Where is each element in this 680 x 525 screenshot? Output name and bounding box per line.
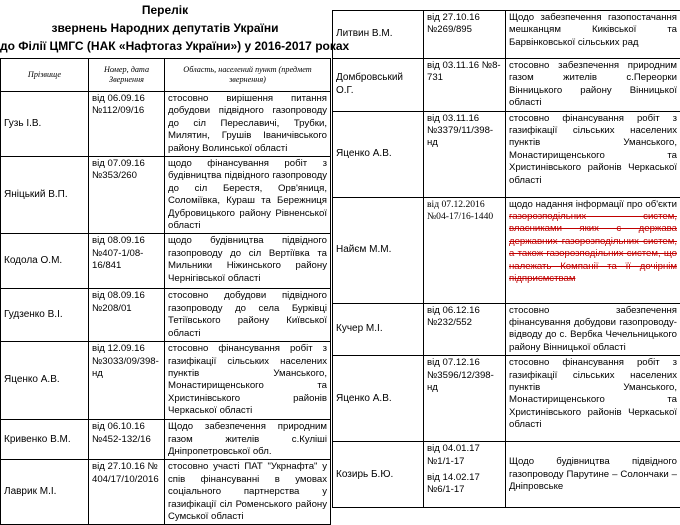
appeal-subject-text: щодо надання інформації про об'єкти	[509, 199, 677, 210]
table-row	[333, 11, 680, 59]
deputy-name: Найєм М.М.	[333, 197, 424, 303]
deputy-name: Гузь І.В.	[1, 92, 89, 157]
appeal-subject: щодо фінансування робіт з будівництва підвідного газопроводу до сіл Берестя, Орв'яниця, Соломіївка, Кураш та Бережниця Дубровицького району Рівненської області	[165, 157, 331, 234]
deputy-name: Гудзенко В.І.	[1, 289, 89, 342]
table-row	[1, 234, 331, 289]
appeal-number: від 07.09.16 №353/260	[89, 157, 165, 234]
deputy-name: Яніцький В.П.	[1, 157, 89, 234]
appeal-subject	[506, 197, 680, 303]
appeal-number: від 03.11.16 №3379/11/398-нд	[424, 111, 506, 197]
deputy-name: Кривенко В.М.	[1, 420, 89, 460]
appeal-subject: стосовно забезпечення природним газом жителів с.Переорки Вінницького району Вінницької області	[506, 59, 680, 112]
appeal-subject: Щодо будівництва підвідного газопроводу Парутине – Солончаки – Дніпровське	[506, 442, 680, 508]
deputy-name: Кодола О.М.	[1, 234, 89, 289]
appeal-number: від 14.02.17	[427, 472, 502, 484]
left-appeals-table	[0, 58, 331, 525]
deputy-name: Яценко А.В.	[333, 356, 424, 442]
deputy-name: Козирь Б.Ю.	[333, 442, 424, 508]
header-number: Номер, дата Звернення	[89, 59, 165, 92]
appeal-subject: Щодо забезпечення газопостачання мешканцям Киківської та Барвінковської сільських рад	[506, 11, 680, 59]
header-subject: Область, населений пункт (предмет звернення)	[165, 59, 331, 92]
table-row	[1, 289, 331, 342]
appeal-number: від 27.10.16 № 404/17/10/2016	[89, 460, 165, 525]
deputy-name: Яценко А.В.	[1, 342, 89, 420]
appeal-subject: стосовно фінансування робіт з газифікації сільських населених пунктів Уманського, Монастирищенського та Христинівського районів Черкаської області	[506, 111, 680, 197]
appeal-number: від 04.01.17	[427, 443, 502, 455]
deputy-name: Яценко А.В.	[333, 111, 424, 197]
appeal-number: від 07.12.2016 №04-17/16-1440	[424, 197, 506, 303]
table-row	[333, 111, 680, 197]
table-row	[1, 460, 331, 525]
right-appeals-table	[332, 10, 680, 508]
table-row	[333, 59, 680, 112]
appeal-number: №6/1-17	[427, 484, 502, 496]
table-row	[1, 420, 331, 460]
appeal-number: від 07.12.16 №3596/12/398-нд	[424, 356, 506, 442]
appeal-subject: стосовно фінансування робіт з газифікації сільських населених пунктів Уманського, Монастирищенського та Христинівського районів Черкаської області	[506, 356, 680, 442]
appeal-number-group	[424, 442, 506, 508]
header-row	[1, 59, 331, 92]
appeal-number: від 06.10.16 №452-132/16	[89, 420, 165, 460]
doc-title-line1: Перелік	[0, 2, 330, 18]
appeal-subject: стосовно забезпечення фінансування добудови газопроводу-відводу до с. Вербка Чечельницького району Вінницької області	[506, 303, 680, 356]
table-row	[333, 303, 680, 356]
table-row	[333, 197, 680, 303]
deputy-name: Домбровський О.Г.	[333, 59, 424, 112]
appeal-number: від 06.12.16 №232/552	[424, 303, 506, 356]
doc-title-line2: звернень Народних депутатів України	[0, 20, 330, 36]
appeal-number: від 03.11.16 №8-731	[424, 59, 506, 112]
table-row	[1, 92, 331, 157]
table-row	[333, 356, 680, 442]
appeal-subject: щодо будівництва підвідного газопроводу до сіл Вертіївка та Мильники Ніжинського району Чернігівської області	[165, 234, 331, 289]
deputy-name: Кучер М.І.	[333, 303, 424, 356]
table-row	[1, 157, 331, 234]
deputy-name: Лаврик М.І.	[1, 460, 89, 525]
appeal-number: від 08.09.16 №208/01	[89, 289, 165, 342]
table-row	[333, 442, 680, 508]
doc-title-line3: до Філії ЦМГС (НАК «Нафтогаз України») у 2016-2017 роках	[0, 38, 330, 54]
appeal-subject: Щодо забезпечення природним газом жителів с.Кулішi Дніпропетровської обл.	[165, 420, 331, 460]
appeal-number: №1/1-17	[427, 456, 502, 468]
appeal-subject: стосовно участі ПАТ "Укрнафта" у спів фінансуванні в умовах соціального партнерства у газифікації сіл Роменського району Сумської області	[165, 460, 331, 525]
table-row	[1, 342, 331, 420]
appeal-subject: стосовно добудови підвідного газопроводу до села Бурківці Тетіївського району Київської області	[165, 289, 331, 342]
deputy-name: Литвин В.М.	[333, 11, 424, 59]
appeal-number: від 08.09.16 №407-1/08-16/841	[89, 234, 165, 289]
appeal-number: від 27.10.16 №269/895	[424, 11, 506, 59]
appeal-subject: стосовно вирішення питання добудови підвідного газопроводу до сіл Переславичі, Трубки, Милятин, Грушів Іваничівського району Волинської області	[165, 92, 331, 157]
appeal-number: від 12.09.16 №3033/09/398-нд	[89, 342, 165, 420]
appeal-subject-strikethrough: газорозподільних систем, власниками яких є держава державних газорозподільних систем, а також газорозподільних систем, що належать Компанії та її дочірнім підприємствам	[509, 211, 677, 284]
appeal-number: від 06.09.16 №112/09/16	[89, 92, 165, 157]
header-name: Прізвище	[1, 59, 89, 92]
appeal-subject: стосовно фінансування робіт з газифікації сільських населених пунктів Уманського, Монастирищенського та Христинівського районів Черкаської області	[165, 342, 331, 420]
